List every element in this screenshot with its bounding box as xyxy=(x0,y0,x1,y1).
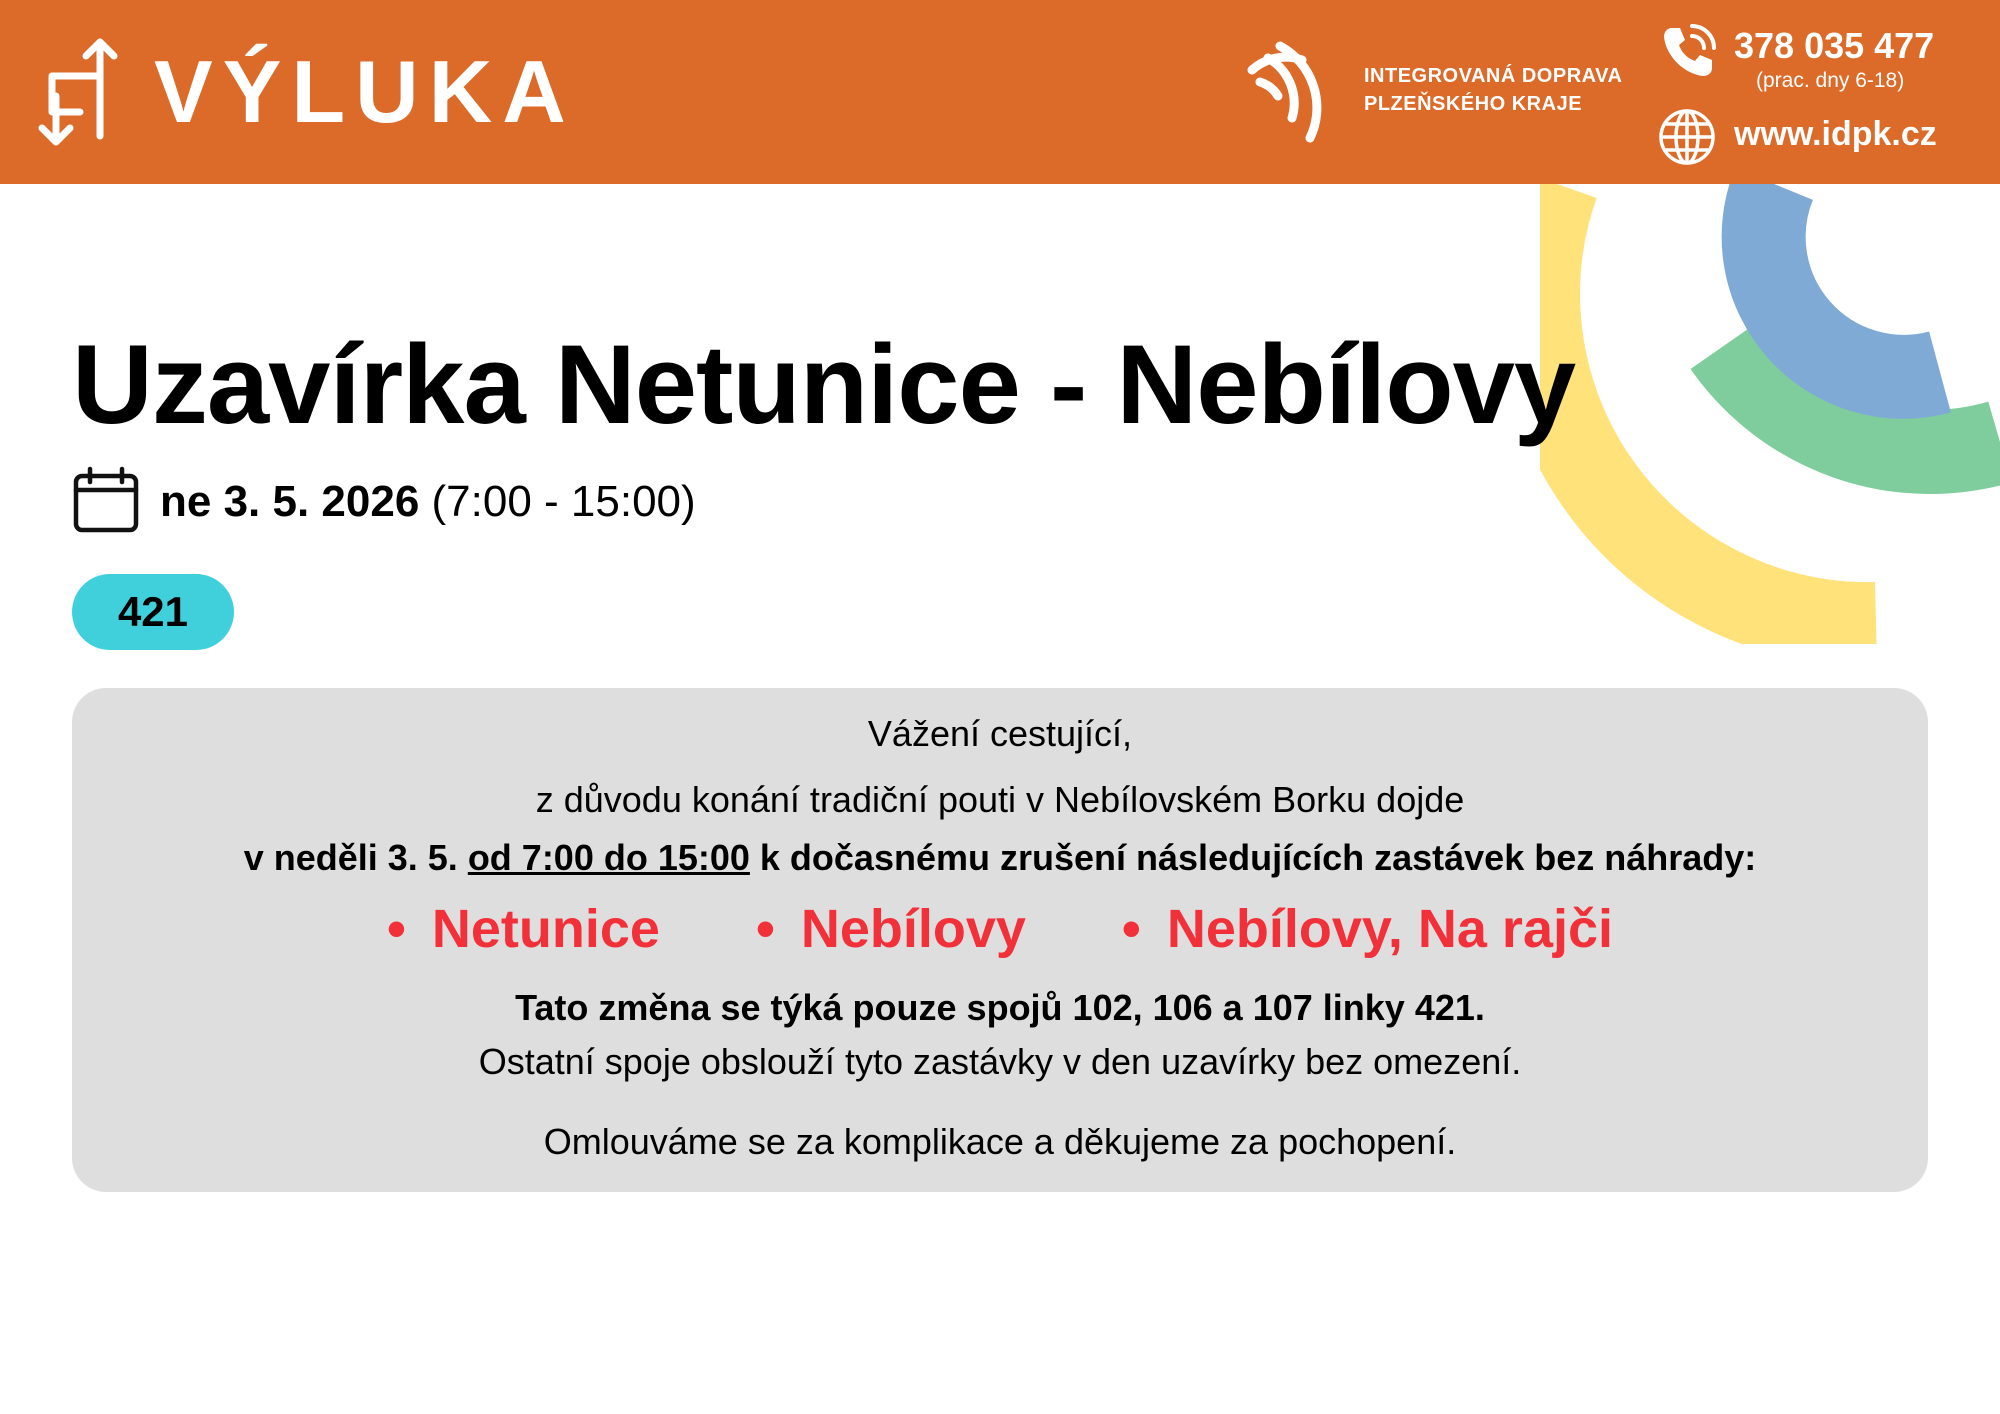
organization-name-line2: PLZEŇSKÉHO KRAJE xyxy=(1364,93,1583,115)
organization-name xyxy=(1364,62,1622,118)
notice-when-post: k dočasnému zrušení následujících zastávek bez náhrady: xyxy=(749,837,1757,878)
notice-when xyxy=(72,834,1928,882)
notice-greeting: Vážení cestující, xyxy=(867,713,1133,754)
list-item xyxy=(756,894,1026,964)
cancelled-stops-list xyxy=(72,894,1928,964)
closure-time: (7:00 - 15:00) xyxy=(431,477,696,526)
list-item xyxy=(1122,894,1613,964)
vyluka-logo-text: VÝLUKA xyxy=(154,42,576,141)
stop-name: Nebílovy xyxy=(800,899,1026,959)
stop-name: Netunice xyxy=(431,899,660,959)
idpk-logo-icon xyxy=(1246,40,1346,144)
notice-when-time: od 7:00 do 15:00 xyxy=(467,837,750,878)
notice-box xyxy=(72,688,1928,1192)
list-item xyxy=(387,894,660,964)
phone-number: 378 035 477 xyxy=(1734,25,1935,66)
date-line xyxy=(160,476,696,528)
detour-arrows-icon xyxy=(36,36,120,148)
bullet-icon: • xyxy=(1121,899,1141,959)
decorative-arcs xyxy=(1540,184,2000,644)
bullet-icon: • xyxy=(386,899,406,959)
page-title: Uzavírka Netunice - Nebílovy xyxy=(72,322,1576,447)
globe-icon xyxy=(1658,108,1716,166)
closure-date: ne 3. 5. 2026 xyxy=(160,477,420,526)
bullet-icon: • xyxy=(755,899,775,959)
notice-other-trips: Ostatní spoje obslouží tyto zastávky v den uzavírky bez omezení. xyxy=(478,1041,1522,1082)
phone-icon xyxy=(1658,22,1718,82)
phone-hours: (prac. dny 6-18) xyxy=(1756,69,1905,92)
header-bar xyxy=(0,0,2000,184)
calendar-icon xyxy=(72,466,140,534)
line-number-badge: 421 xyxy=(72,574,234,650)
notice-when-pre: v neděli 3. 5. xyxy=(243,837,468,878)
notice-affected-trips: Tato změna se týká pouze spojů 102, 106 a 107 linky 421. xyxy=(515,987,1485,1028)
stop-name: Nebílovy, Na rajči xyxy=(1166,899,1614,959)
website-link[interactable]: www.idpk.cz xyxy=(1734,115,1937,153)
notice-apology: Omlouváme se za komplikace a děkujeme za pochopení. xyxy=(543,1121,1457,1162)
notice-reason: z důvodu konání tradiční pouti v Nebílovském Borku dojde xyxy=(535,779,1465,820)
organization-name-line1: INTEGROVANÁ DOPRAVA xyxy=(1364,65,1623,87)
